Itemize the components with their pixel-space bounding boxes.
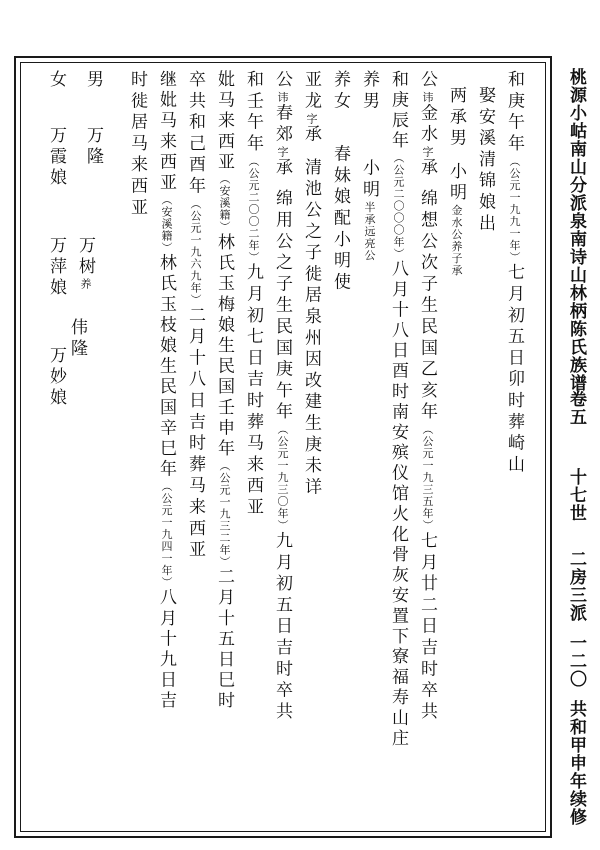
sons-label: 男 <box>83 70 103 91</box>
genealogy-title: 桃源小岵南山分派泉南诗山林柄陈氏族谱 <box>566 68 586 392</box>
text-column-13: 继妣马来西亚（安溪籍）林氏玉枝娘生民国辛巳年（公元一九四一年）八月十九日吉 <box>156 70 176 712</box>
branch-label: 二房三派 <box>566 550 586 622</box>
daughter-name: 万妙娘 <box>46 346 66 409</box>
side-margin <box>556 20 596 835</box>
text-column-14: 时徙居马来西亚 <box>127 70 147 220</box>
daughter-name: 万霞娘 <box>46 126 66 189</box>
text-column-11: 妣马来西亚（安溪籍）林氏玉梅娘生民国壬申年（公元一九三二年）二月十五日巳时 <box>214 70 234 712</box>
text-column-3: 两承男小明金水公养子承 <box>446 86 466 277</box>
daughters-label: 女 <box>46 70 66 91</box>
son-name: 万树养 <box>75 236 95 290</box>
generation-label: 十七世 <box>566 468 586 522</box>
page-number: 一二〇 <box>566 634 586 688</box>
text-column-12: 卒共和己酉年（公元一九六九年）二月十八日吉时葬马来西亚 <box>185 70 205 562</box>
text-column-5: 和庚辰年（公元二〇〇〇年）八月十八日酉时南安殡仪馆火化骨灰安置下寮福寿山庄 <box>388 70 408 750</box>
text-column-9: 公讳春郊字承绵用公之子生民国庚午年（公元一九三〇年）九月初五日吉时卒共 <box>272 70 292 724</box>
text-column-7: 养女春妹娘配小明使 <box>330 70 350 294</box>
text-column-10: 和壬午年（公元二〇〇二年）九月初七日吉时葬马来西亚 <box>243 70 263 519</box>
volume-number: 卷五 <box>566 390 586 426</box>
text-column-6: 养男小明半承远亮公 <box>359 70 379 262</box>
text-column-8: 亚龙字承清池公之子徙居泉州因改建生庚未详 <box>301 70 321 499</box>
text-column-1: 和庚午年（公元一九九一年）七月初五日卯时葬崎山 <box>504 70 524 477</box>
daughter-name: 万萍娘 <box>46 236 66 299</box>
text-column-4: 公讳金水字承绵想公次子生民国乙亥年（公元一九三五年）七月廿二日吉时卒共 <box>417 70 437 724</box>
son-name: 伟隆 <box>67 318 87 360</box>
son-name: 万隆 <box>83 126 103 168</box>
edition-label: 共和甲申年续修 <box>566 700 586 826</box>
text-column-2: 娶安溪清锦娘出 <box>475 86 495 236</box>
